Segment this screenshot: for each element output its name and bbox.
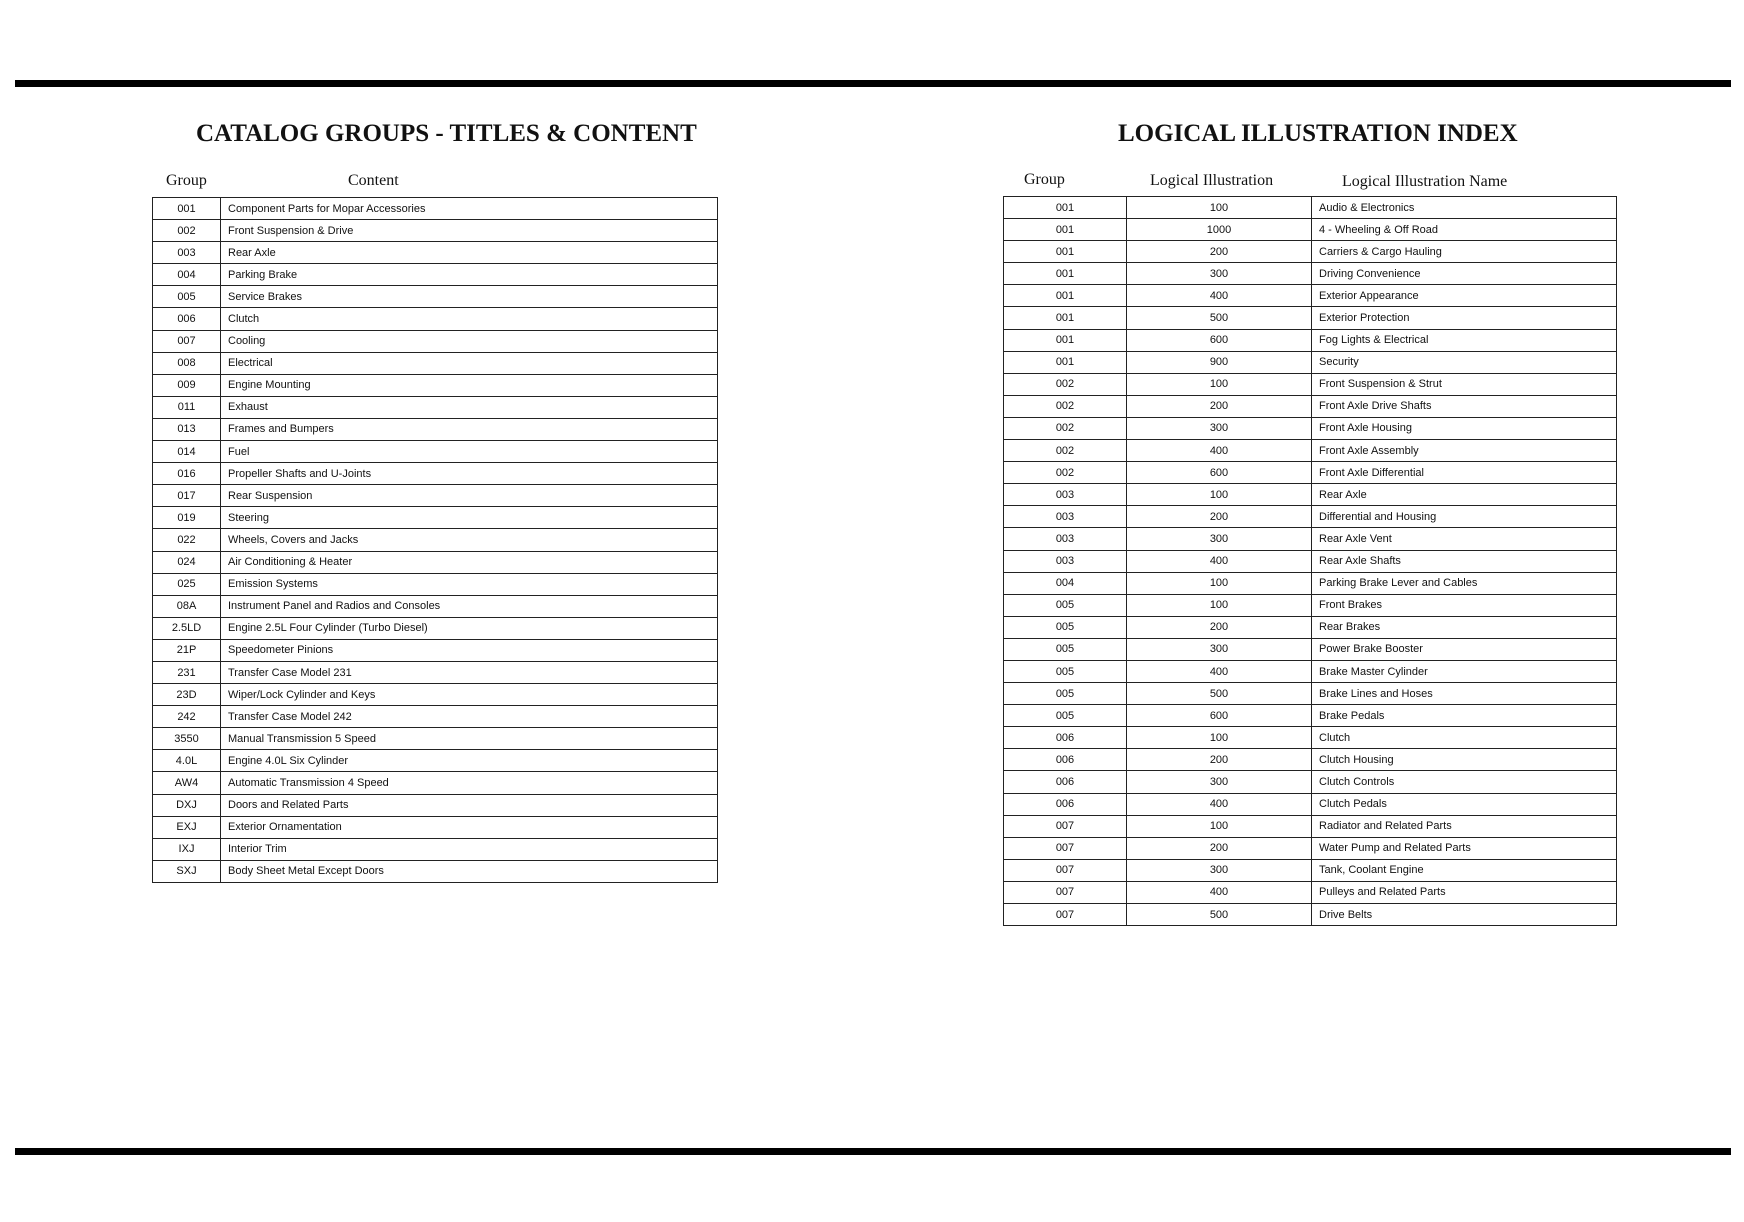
illustration-number-cell: 100 <box>1127 572 1312 594</box>
group-cell: 016 <box>153 463 221 485</box>
table-row <box>153 396 718 418</box>
group-cell: 2.5LD <box>153 617 221 639</box>
illustration-name-cell: Brake Lines and Hoses <box>1312 683 1617 705</box>
group-cell: 004 <box>1004 572 1127 594</box>
content-cell: Wiper/Lock Cylinder and Keys <box>221 684 718 706</box>
illustration-number-cell: 400 <box>1127 793 1312 815</box>
table-row <box>1004 771 1617 793</box>
content-cell: Wheels, Covers and Jacks <box>221 529 718 551</box>
group-cell: 007 <box>1004 815 1127 837</box>
illustration-number-cell: 200 <box>1127 395 1312 417</box>
bottom-rule <box>15 1148 1731 1155</box>
table-row <box>1004 285 1617 307</box>
illustration-number-cell: 500 <box>1127 307 1312 329</box>
table-row <box>153 860 718 882</box>
table-row <box>153 330 718 352</box>
content-cell: Rear Suspension <box>221 485 718 507</box>
content-cell: Frames and Bumpers <box>221 418 718 440</box>
illustration-number-cell: 400 <box>1127 550 1312 572</box>
group-cell: 242 <box>153 706 221 728</box>
table-row <box>153 706 718 728</box>
table-row <box>153 264 718 286</box>
illustration-number-cell: 400 <box>1127 440 1312 462</box>
group-cell: 004 <box>153 264 221 286</box>
table-row <box>153 684 718 706</box>
illustration-name-cell: Brake Master Cylinder <box>1312 660 1617 682</box>
illustration-name-cell: Radiator and Related Parts <box>1312 815 1617 837</box>
table-row <box>1004 462 1617 484</box>
group-cell: 008 <box>153 352 221 374</box>
illustration-number-cell: 200 <box>1127 241 1312 263</box>
index-header-illustration: Logical Illustration <box>1150 172 1274 189</box>
illustration-name-cell: Exterior Appearance <box>1312 285 1617 307</box>
group-cell: EXJ <box>153 816 221 838</box>
table-row <box>1004 528 1617 550</box>
table-row <box>1004 263 1617 285</box>
group-cell: 007 <box>153 330 221 352</box>
content-cell: Exterior Ornamentation <box>221 816 718 838</box>
illustration-number-cell: 100 <box>1127 373 1312 395</box>
illustration-number-cell: 1000 <box>1127 219 1312 241</box>
illustration-number-cell: 100 <box>1127 815 1312 837</box>
content-cell: Steering <box>221 507 718 529</box>
groups-header-group: Group <box>166 172 207 189</box>
group-cell: 005 <box>1004 638 1127 660</box>
group-cell: 21P <box>153 639 221 661</box>
illustration-name-cell: Clutch Controls <box>1312 771 1617 793</box>
content-cell: Service Brakes <box>221 286 718 308</box>
group-cell: 017 <box>153 485 221 507</box>
illustration-number-cell: 200 <box>1127 616 1312 638</box>
group-cell: IXJ <box>153 838 221 860</box>
illustration-name-cell: Fog Lights & Electrical <box>1312 329 1617 351</box>
content-cell: Rear Axle <box>221 242 718 264</box>
illustration-number-cell: 200 <box>1127 506 1312 528</box>
group-cell: 003 <box>1004 528 1127 550</box>
illustration-name-cell: Pulleys and Related Parts <box>1312 881 1617 903</box>
table-row <box>153 286 718 308</box>
table-row <box>1004 793 1617 815</box>
table-row <box>1004 351 1617 373</box>
catalog-groups-table <box>152 197 718 883</box>
table-row <box>1004 859 1617 881</box>
group-cell: 009 <box>153 374 221 396</box>
illustration-name-cell: Clutch <box>1312 727 1617 749</box>
content-cell: Electrical <box>221 352 718 374</box>
table-row <box>153 794 718 816</box>
group-cell: 003 <box>1004 550 1127 572</box>
illustration-number-cell: 100 <box>1127 197 1312 219</box>
content-cell: Automatic Transmission 4 Speed <box>221 772 718 794</box>
group-cell: 001 <box>1004 241 1127 263</box>
illustration-name-cell: Driving Convenience <box>1312 263 1617 285</box>
table-row <box>1004 594 1617 616</box>
illustration-number-cell: 100 <box>1127 484 1312 506</box>
illustration-name-cell: Carriers & Cargo Hauling <box>1312 241 1617 263</box>
table-row <box>153 661 718 683</box>
content-cell: Fuel <box>221 441 718 463</box>
illustration-number-cell: 200 <box>1127 837 1312 859</box>
illustration-number-cell: 300 <box>1127 417 1312 439</box>
illustration-name-cell: Power Brake Booster <box>1312 638 1617 660</box>
content-cell: Engine 2.5L Four Cylinder (Turbo Diesel) <box>221 617 718 639</box>
group-cell: 002 <box>1004 417 1127 439</box>
group-cell: 025 <box>153 573 221 595</box>
table-row <box>1004 749 1617 771</box>
content-cell: Body Sheet Metal Except Doors <box>221 860 718 882</box>
content-cell: Interior Trim <box>221 838 718 860</box>
table-row <box>153 772 718 794</box>
top-rule <box>15 80 1731 87</box>
group-cell: 005 <box>1004 660 1127 682</box>
table-row <box>153 463 718 485</box>
illustration-name-cell: Front Suspension & Strut <box>1312 373 1617 395</box>
groups-header-content: Content <box>348 172 399 189</box>
illustration-name-cell: Clutch Housing <box>1312 749 1617 771</box>
group-cell: 007 <box>1004 904 1127 926</box>
illustration-name-cell: Front Axle Differential <box>1312 462 1617 484</box>
table-row <box>1004 506 1617 528</box>
table-row <box>1004 373 1617 395</box>
table-row <box>1004 727 1617 749</box>
content-cell: Transfer Case Model 231 <box>221 661 718 683</box>
table-row <box>1004 241 1617 263</box>
group-cell: 006 <box>153 308 221 330</box>
group-cell: 08A <box>153 595 221 617</box>
index-header-group: Group <box>1024 171 1065 188</box>
group-cell: 001 <box>1004 219 1127 241</box>
group-cell: 002 <box>1004 440 1127 462</box>
table-row <box>1004 683 1617 705</box>
group-cell: 001 <box>1004 263 1127 285</box>
group-cell: 019 <box>153 507 221 529</box>
table-row <box>153 485 718 507</box>
illustration-name-cell: Rear Axle Shafts <box>1312 550 1617 572</box>
table-row <box>153 308 718 330</box>
table-row <box>1004 616 1617 638</box>
table-row <box>1004 705 1617 727</box>
content-cell: Transfer Case Model 242 <box>221 706 718 728</box>
table-row <box>1004 550 1617 572</box>
illustration-number-cell: 600 <box>1127 329 1312 351</box>
group-cell: SXJ <box>153 860 221 882</box>
group-cell: 001 <box>153 198 221 220</box>
group-cell: DXJ <box>153 794 221 816</box>
group-cell: 005 <box>1004 683 1127 705</box>
illustration-number-cell: 200 <box>1127 749 1312 771</box>
group-cell: 003 <box>1004 484 1127 506</box>
group-cell: 006 <box>1004 749 1127 771</box>
table-row <box>1004 881 1617 903</box>
table-row <box>153 507 718 529</box>
group-cell: 001 <box>1004 285 1127 307</box>
group-cell: 3550 <box>153 728 221 750</box>
illustration-number-cell: 400 <box>1127 660 1312 682</box>
illustration-number-cell: 300 <box>1127 859 1312 881</box>
content-cell: Air Conditioning & Heater <box>221 551 718 573</box>
illustration-name-cell: Front Axle Assembly <box>1312 440 1617 462</box>
illustration-name-cell: Drive Belts <box>1312 904 1617 926</box>
illustration-name-cell: Audio & Electronics <box>1312 197 1617 219</box>
content-cell: Speedometer Pinions <box>221 639 718 661</box>
content-cell: Front Suspension & Drive <box>221 220 718 242</box>
content-cell: Instrument Panel and Radios and Consoles <box>221 595 718 617</box>
illustration-name-cell: Differential and Housing <box>1312 506 1617 528</box>
content-cell: Propeller Shafts and U-Joints <box>221 463 718 485</box>
illustration-number-cell: 300 <box>1127 528 1312 550</box>
table-row <box>1004 440 1617 462</box>
table-row <box>1004 395 1617 417</box>
group-cell: 007 <box>1004 859 1127 881</box>
illustration-name-cell: 4 - Wheeling & Off Road <box>1312 219 1617 241</box>
content-cell: Component Parts for Mopar Accessories <box>221 198 718 220</box>
table-row <box>153 242 718 264</box>
table-row <box>153 639 718 661</box>
table-row <box>1004 417 1617 439</box>
table-row <box>1004 219 1617 241</box>
table-row <box>1004 197 1617 219</box>
table-row <box>1004 638 1617 660</box>
table-row <box>153 220 718 242</box>
content-cell: Parking Brake <box>221 264 718 286</box>
illustration-name-cell: Water Pump and Related Parts <box>1312 837 1617 859</box>
illustration-number-cell: 600 <box>1127 705 1312 727</box>
illustration-number-cell: 300 <box>1127 638 1312 660</box>
group-cell: 005 <box>1004 616 1127 638</box>
group-cell: 005 <box>153 286 221 308</box>
content-cell: Engine Mounting <box>221 374 718 396</box>
illustration-name-cell: Brake Pedals <box>1312 705 1617 727</box>
table-row <box>1004 660 1617 682</box>
group-cell: 002 <box>153 220 221 242</box>
illustration-number-cell: 300 <box>1127 263 1312 285</box>
content-cell: Manual Transmission 5 Speed <box>221 728 718 750</box>
table-row <box>153 551 718 573</box>
table-row <box>1004 572 1617 594</box>
table-row <box>153 573 718 595</box>
table-row <box>153 418 718 440</box>
group-cell: 007 <box>1004 837 1127 859</box>
table-row <box>153 595 718 617</box>
table-row <box>1004 837 1617 859</box>
illustration-number-cell: 900 <box>1127 351 1312 373</box>
group-cell: 002 <box>1004 395 1127 417</box>
illustration-number-cell: 100 <box>1127 727 1312 749</box>
content-cell: Doors and Related Parts <box>221 794 718 816</box>
group-cell: 022 <box>153 529 221 551</box>
content-cell: Exhaust <box>221 396 718 418</box>
illustration-number-cell: 500 <box>1127 904 1312 926</box>
table-row <box>153 441 718 463</box>
illustration-number-cell: 500 <box>1127 683 1312 705</box>
content-cell: Engine 4.0L Six Cylinder <box>221 750 718 772</box>
table-row <box>1004 484 1617 506</box>
group-cell: 001 <box>1004 197 1127 219</box>
content-cell: Clutch <box>221 308 718 330</box>
group-cell: 002 <box>1004 373 1127 395</box>
illustration-index-table <box>1003 196 1617 926</box>
group-cell: 002 <box>1004 462 1127 484</box>
table-row <box>153 838 718 860</box>
group-cell: 001 <box>1004 351 1127 373</box>
illustration-number-cell: 400 <box>1127 881 1312 903</box>
table-row <box>1004 307 1617 329</box>
group-cell: 4.0L <box>153 750 221 772</box>
group-cell: AW4 <box>153 772 221 794</box>
illustration-name-cell: Front Axle Drive Shafts <box>1312 395 1617 417</box>
table-row <box>153 374 718 396</box>
index-header-name: Logical Illustration Name <box>1342 173 1508 190</box>
group-cell: 003 <box>1004 506 1127 528</box>
content-cell: Cooling <box>221 330 718 352</box>
group-cell: 024 <box>153 551 221 573</box>
illustration-number-cell: 100 <box>1127 594 1312 616</box>
table-row <box>153 529 718 551</box>
group-cell: 003 <box>153 242 221 264</box>
table-row <box>153 617 718 639</box>
table-row <box>153 198 718 220</box>
illustration-name-cell: Tank, Coolant Engine <box>1312 859 1617 881</box>
group-cell: 014 <box>153 441 221 463</box>
group-cell: 013 <box>153 418 221 440</box>
illustration-number-cell: 600 <box>1127 462 1312 484</box>
catalog-groups-title: CATALOG GROUPS - TITLES & CONTENT <box>196 120 697 147</box>
illustration-name-cell: Rear Axle Vent <box>1312 528 1617 550</box>
group-cell: 005 <box>1004 705 1127 727</box>
group-cell: 231 <box>153 661 221 683</box>
group-cell: 006 <box>1004 771 1127 793</box>
illustration-name-cell: Front Brakes <box>1312 594 1617 616</box>
table-row <box>153 728 718 750</box>
group-cell: 23D <box>153 684 221 706</box>
illustration-index-title: LOGICAL ILLUSTRATION INDEX <box>1118 120 1518 147</box>
group-cell: 006 <box>1004 727 1127 749</box>
table-row <box>1004 329 1617 351</box>
table-row <box>153 352 718 374</box>
table-row <box>153 816 718 838</box>
group-cell: 006 <box>1004 793 1127 815</box>
illustration-name-cell: Security <box>1312 351 1617 373</box>
group-cell: 005 <box>1004 594 1127 616</box>
content-cell: Emission Systems <box>221 573 718 595</box>
group-cell: 007 <box>1004 881 1127 903</box>
group-cell: 001 <box>1004 329 1127 351</box>
illustration-name-cell: Rear Brakes <box>1312 616 1617 638</box>
group-cell: 001 <box>1004 307 1127 329</box>
illustration-name-cell: Front Axle Housing <box>1312 417 1617 439</box>
illustration-name-cell: Parking Brake Lever and Cables <box>1312 572 1617 594</box>
illustration-name-cell: Exterior Protection <box>1312 307 1617 329</box>
illustration-name-cell: Clutch Pedals <box>1312 793 1617 815</box>
illustration-number-cell: 300 <box>1127 771 1312 793</box>
table-row <box>1004 904 1617 926</box>
table-row <box>153 750 718 772</box>
table-row <box>1004 815 1617 837</box>
illustration-number-cell: 400 <box>1127 285 1312 307</box>
group-cell: 011 <box>153 396 221 418</box>
illustration-name-cell: Rear Axle <box>1312 484 1617 506</box>
